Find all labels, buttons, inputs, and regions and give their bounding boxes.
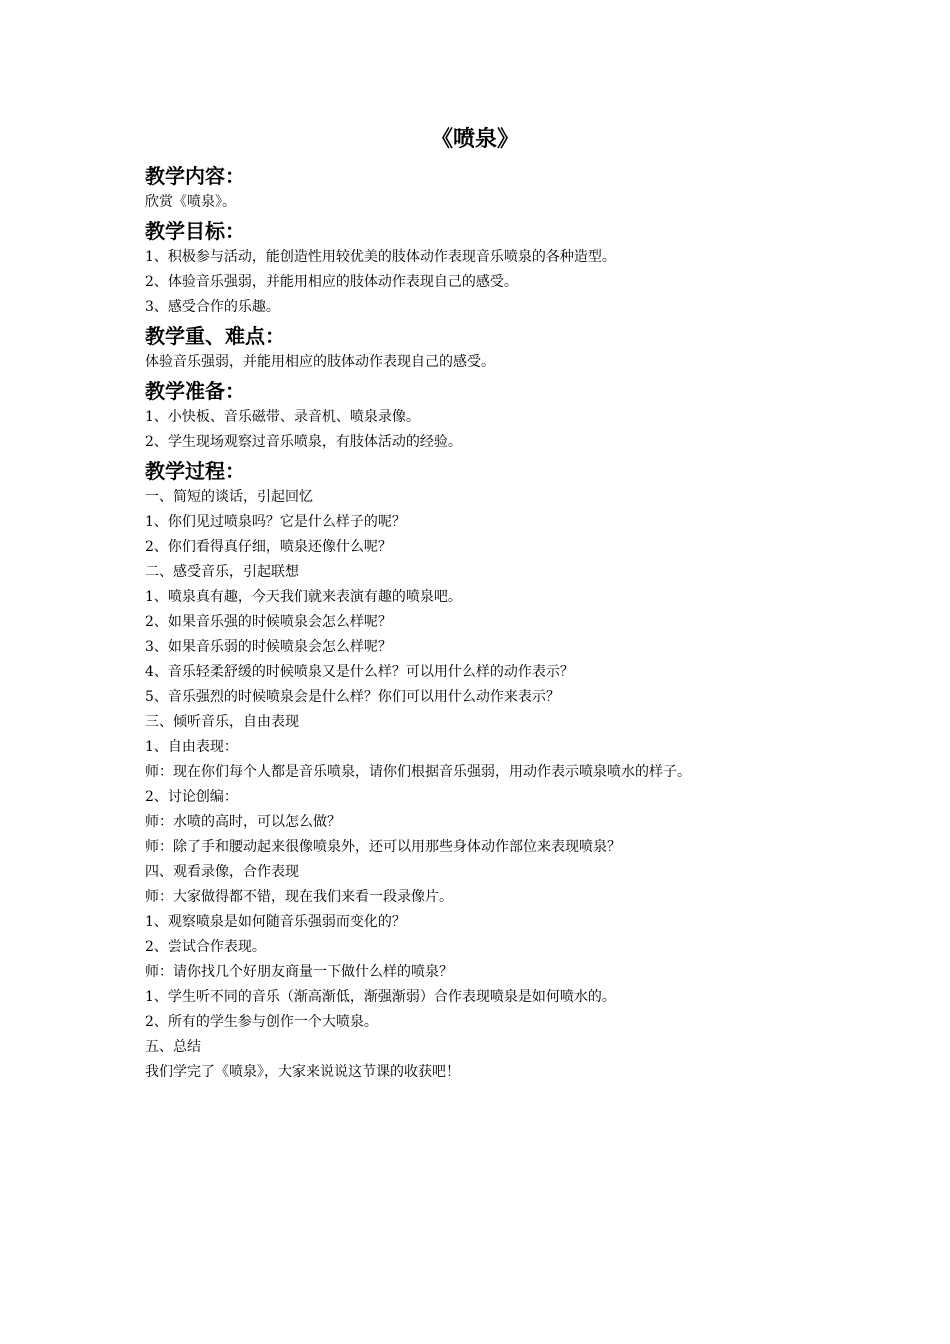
section-process <box>145 457 825 1085</box>
text-line: 1、小快板、音乐磁带、录音机、喷泉录像。 <box>145 409 420 425</box>
text-line: 师：除了手和腰动起来很像喷泉外，还可以用那些身体动作部位来表现喷泉？ <box>145 839 621 855</box>
text-line: 3、如果音乐弱的时候喷泉会怎么样呢？ <box>145 639 392 655</box>
text-line: 3、感受合作的乐趣。 <box>145 299 280 315</box>
text-line: 1、你们见过喷泉吗？它是什么样子的呢？ <box>145 514 406 530</box>
text-line: 4、音乐轻柔舒缓的时候喷泉又是什么样？可以用什么样的动作表示？ <box>145 664 574 680</box>
text-line: 三、倾听音乐，自由表现 <box>145 714 299 730</box>
section-preparation <box>145 377 825 455</box>
section-heading: 教学目标： <box>145 219 245 243</box>
text-line: 1、喷泉真有趣，今天我们就来表演有趣的喷泉吧。 <box>145 589 462 605</box>
document-title: 《喷泉》 <box>430 127 519 152</box>
text-line: 1、自由表现： <box>145 739 238 755</box>
section-heading: 教学准备： <box>145 379 245 403</box>
text-line: 五、总结 <box>145 1039 201 1055</box>
text-line: 二、感受音乐，引起联想 <box>145 564 299 580</box>
text-line: 2、所有的学生参与创作一个大喷泉。 <box>145 1014 378 1030</box>
text-line: 四、观看录像，合作表现 <box>145 864 299 880</box>
text-line: 1、学生听不同的音乐（渐高渐低，渐强渐弱）合作表现喷泉是如何喷水的。 <box>145 989 616 1005</box>
section-heading: 教学重、难点： <box>145 324 285 348</box>
section-key-points <box>145 322 825 375</box>
text-line: 1、积极参与活动，能创造性用较优美的肢体动作表现音乐喷泉的各种造型。 <box>145 249 616 265</box>
section-heading: 教学内容： <box>145 164 245 188</box>
text-line: 2、讨论创编： <box>145 789 238 805</box>
text-line: 欣赏《喷泉》。 <box>145 194 236 210</box>
text-line: 一、简短的谈话，引起回忆 <box>145 489 313 505</box>
text-line: 2、体验音乐强弱，并能用相应的肢体动作表现自己的感受。 <box>145 274 518 290</box>
section-teaching-goals <box>145 217 825 320</box>
text-line: 我们学完了《喷泉》，大家来说说这节课的收获吧！ <box>145 1064 460 1080</box>
text-line: 师：大家做得都不错，现在我们来看一段录像片。 <box>145 889 453 905</box>
text-line: 师：水喷的高时，可以怎么做？ <box>145 814 341 830</box>
text-line: 1、观察喷泉是如何随音乐强弱而变化的？ <box>145 914 406 930</box>
text-line: 师：现在你们每个人都是音乐喷泉，请你们根据音乐强弱，用动作表示喷泉喷水的样子。 <box>145 764 691 780</box>
text-line: 师：请你找几个好朋友商量一下做什么样的喷泉？ <box>145 964 453 980</box>
text-line: 2、你们看得真仔细，喷泉还像什么呢？ <box>145 539 392 555</box>
text-line: 体验音乐强弱，并能用相应的肢体动作表现自己的感受。 <box>145 354 495 370</box>
text-line: 2、尝试合作表现。 <box>145 939 266 955</box>
text-line: 2、如果音乐强的时候喷泉会怎么样呢？ <box>145 614 392 630</box>
section-heading: 教学过程： <box>145 459 245 483</box>
document-content <box>145 124 825 1085</box>
section-teaching-content <box>145 162 825 215</box>
text-line: 2、学生现场观察过音乐喷泉，有肢体活动的经验。 <box>145 434 462 450</box>
text-line: 5、音乐强烈的时候喷泉会是什么样？你们可以用什么动作来表示？ <box>145 689 560 705</box>
